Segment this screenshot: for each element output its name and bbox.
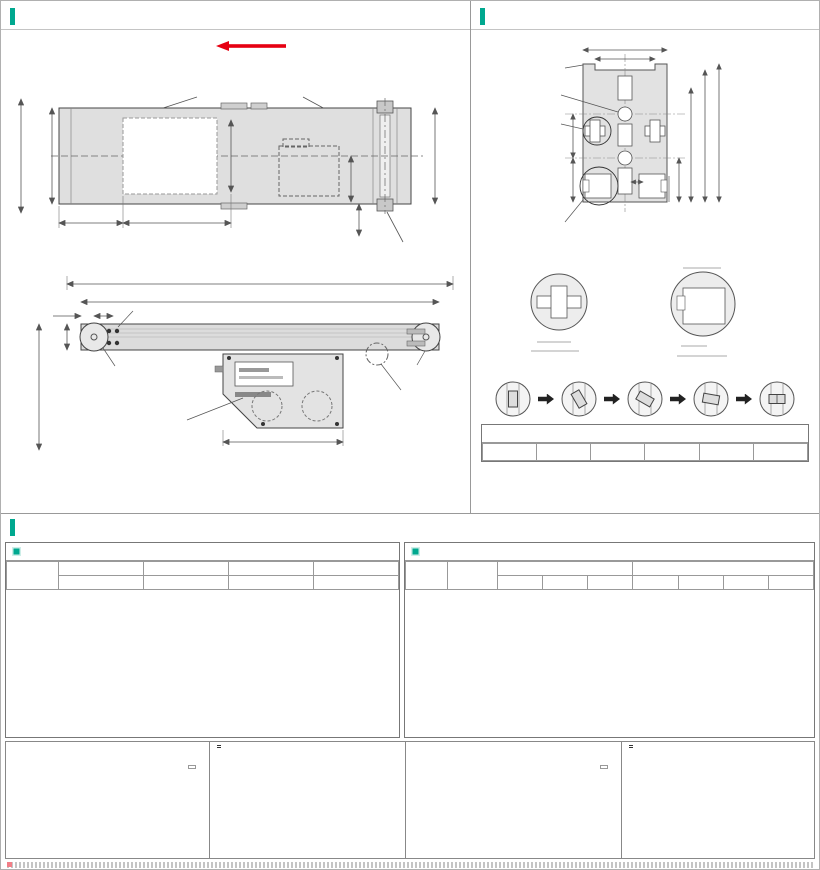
pulse-table [405,561,814,590]
column-subheader [229,576,314,590]
column-subheader [588,576,633,590]
column-header [448,562,498,590]
formula [626,745,810,746]
gear-ratio-table-box [5,542,400,738]
column-header [591,444,645,461]
section-profile-cross-section [471,1,819,513]
chart2-box [410,755,617,860]
calc-panel-2 [622,742,814,858]
nut-step-2 [559,379,599,419]
column-subheader [144,576,229,590]
table-header-row [7,562,399,576]
column-header [7,562,59,590]
column-header [406,562,448,590]
section-header [471,1,819,29]
divider [1,29,470,30]
section-speed-load [1,514,819,868]
nut-step-3 [625,379,665,419]
nut-install-steps [471,379,819,419]
chart1-header [10,744,205,755]
nut-config-table [482,443,808,461]
column-subheader [633,576,678,590]
column-subheader [678,576,723,590]
section-header [1,1,470,29]
header-bar [10,519,15,536]
column-header [753,444,807,461]
panels-row [5,741,815,859]
nut-table [481,424,809,462]
section-overall-dimensions [1,1,471,513]
formula [626,747,810,748]
notes-block [15,470,470,502]
side-view-drawing [5,268,467,464]
column-subheader [59,576,144,590]
chart2-header [410,744,617,755]
chart1-legend [188,765,196,769]
column-header [229,562,314,576]
step-arrow-icon [604,394,620,405]
table-header-row [483,444,808,461]
formula [214,745,401,746]
column-header [498,562,633,576]
column-header [144,562,229,576]
formula [214,747,401,748]
step-arrow-icon [538,394,554,405]
footnote-clipped [7,862,813,868]
column-subheader [498,576,543,590]
column-header [314,562,399,576]
nut-step-1 [493,379,533,419]
column-subheader [314,576,399,590]
section-header [1,514,819,538]
direction-group [216,40,296,52]
nut-install-label-row [483,366,819,377]
divider [471,29,819,30]
load-chart-panel-2 [406,742,622,858]
table2-caption [405,543,814,561]
step-arrow-icon [670,394,686,405]
column-header [483,444,537,461]
step-arrow-icon [736,394,752,405]
column-header [59,562,144,576]
table-header-row [406,562,814,576]
column-header [645,444,699,461]
footnote-marker [7,862,12,867]
column-header [699,444,753,461]
square-bullet-icon [411,547,420,556]
top-row [1,1,819,514]
load-chart-1 [10,755,204,855]
load-chart-2 [410,755,616,855]
nut-table-caption [482,425,808,443]
column-header [633,562,814,576]
column-subheader [543,576,588,590]
nut-step-5 [757,379,797,419]
slot-detail-drawing [471,258,817,362]
load-chart-panel-1 [6,742,210,858]
pulse-table-box [404,542,815,738]
calc-panel-1 [210,742,406,858]
cross-section-drawing [473,32,819,258]
header-bar [10,8,15,25]
square-bullet-icon [12,547,21,556]
tables-row [5,542,815,738]
motor-spec-row [1,38,470,62]
table-header-row [7,576,399,590]
header-bar [480,8,485,25]
nut-step-4 [691,379,731,419]
column-header [537,444,591,461]
note-line [15,486,470,502]
chart2-legend [600,765,608,769]
column-subheader [768,576,813,590]
table1-caption [6,543,399,561]
column-subheader [723,576,768,590]
gear-ratio-table [6,561,399,590]
top-view-drawing [5,84,467,264]
chart1-box [10,755,205,860]
note-line [15,470,470,486]
left-arrow-icon [216,40,290,52]
